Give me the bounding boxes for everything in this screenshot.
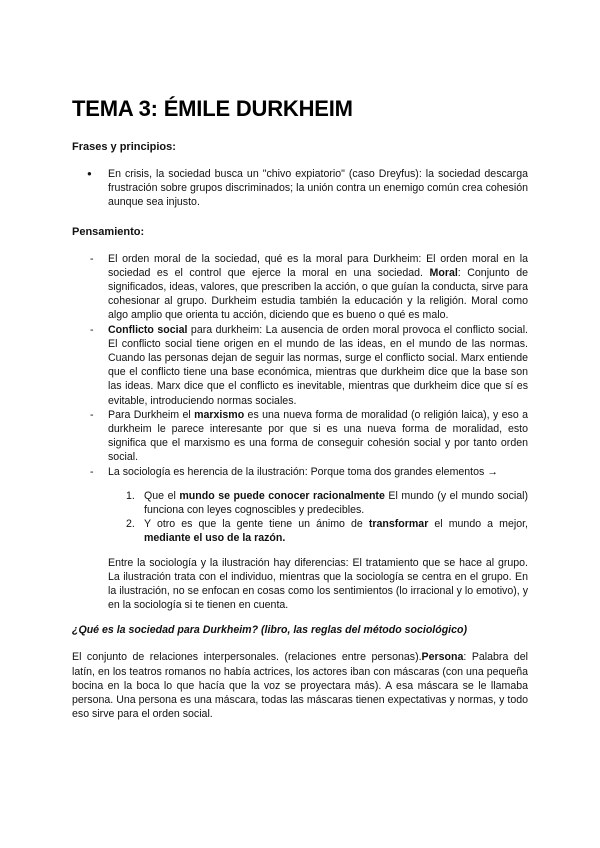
list-item-conflicto-social: - Conflicto social para durkheim: La ausencia de orden moral provoca el conflicto social. El conflicto social tiene origen en el mundo de las ideas, en el mundo de las normas. Cuando las personas dejan de seguir las normas, surge el conflicto social. Marx entiende que el conflicto tiene una base económica, mientras que durkheim dice que la base son las ideas. Marx dice que el conflicto es inevitable, mientras que durkheim dice que sí es evitable, introduciendo normas sociales. <box>72 323 528 408</box>
list-item-ilustracion: - La sociología es herencia de la ilustración: Porque toma dos grandes elementos → <box>72 465 528 479</box>
frases-bullet: ● En crisis, la sociedad busca un "chivo expiatorio" (caso Dreyfus): la sociedad descarga frustración sobre grupos discriminados; la unión contra un enemigo común crea cohesión aunque sea injusto. <box>72 167 528 210</box>
list-item-marxismo: - Para Durkheim el marxismo es una nueva forma de moralidad (o religión laica), y eso a durkheim le parece interesante por que si es una nueva forma de moralidad, esto significa que el marxismo es una forma de conseguir cohesión social y por tanto orden social. <box>72 408 528 465</box>
ilustracion-numbered-list <box>72 489 528 546</box>
pensamiento-list <box>72 252 528 479</box>
numbered-item: 1. Que el mundo se puede conocer racionalmente El mundo (y el mundo social) funciona con leyes cognoscibles y predecibles. <box>126 489 528 517</box>
sociedad-question: ¿Qué es la sociedad para Durkheim? (libro, las reglas del método sociológico) <box>72 624 468 637</box>
document-page <box>72 96 528 722</box>
pensamiento-heading: Pensamiento: <box>72 225 145 238</box>
numbered-item: 2. Y otro es que la gente tiene un ánimo de transformar el mundo a mejor, mediante el uso de la razón. <box>126 518 528 545</box>
frases-list <box>72 167 528 210</box>
sociedad-paragraph: El conjunto de relaciones interpersonales. (relaciones entre personas).Persona: Palabra del latín, en los teatros romanos no había actrices, los actores iban con máscaras (con una pequeña bocina en la boca lo que hacía que la voz se proyectara más). A esa máscara se le llamaba persona. Una persona es una máscara, todas las máscaras tienen expectativas y normas, y todo eso sirve para el orden social. <box>72 651 528 721</box>
list-item-orden-moral: - El orden moral de la sociedad, qué es la moral para Durkheim: El orden moral en la sociedad es el control que ejerce la moral en una sociedad. Moral: Conjunto de significados, ideas, valores, que prescriben la acción, o que guían la conducta, sirve para cohesionar al grupo. Durkheim estudia también la educación y la religión. Moral como algo amplio que orienta tu acción, diciendo que es bueno o qué es malo. <box>72 252 528 323</box>
page-title: TEMA 3: ÉMILE DURKHEIM <box>72 96 353 121</box>
closing-paragraph: Entre la sociología y la ilustración hay diferencias: El tratamiento que se hace al grupo. La ilustración trata con el individuo, mientras que la sociología se centra en el grupo. En la ilustración, no se enfocan en cosas como los sentimientos (lo irracional y lo emotivo), y en la sociología si te tienen en cuenta. <box>108 556 528 612</box>
frases-heading: Frases y principios: <box>72 141 176 153</box>
